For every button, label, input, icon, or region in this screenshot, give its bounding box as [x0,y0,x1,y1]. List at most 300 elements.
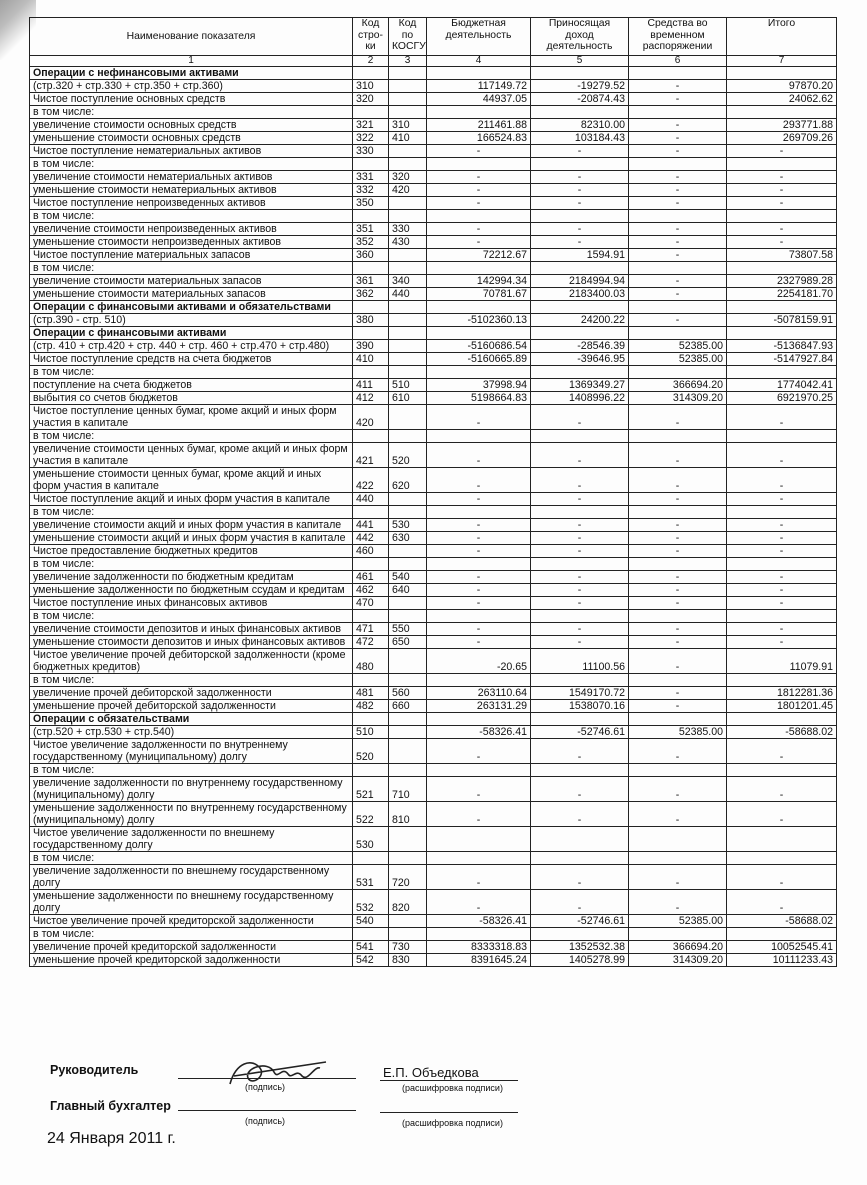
row-temp-value [629,764,727,777]
row-temp-value [629,713,727,726]
row-name: в том числе: [30,852,353,865]
row-kosgu: 410 [389,132,427,145]
row-temp-value: - [629,132,727,145]
row-temp-value [629,928,727,941]
row-income-value: - [531,532,629,545]
chief-sign-caption: (подпись) [245,1116,286,1126]
row-kosgu [389,852,427,865]
row-name: в том числе: [30,366,353,379]
row-income-value: - [531,223,629,236]
row-kosgu: 720 [389,865,427,890]
row-budget-value: - [427,890,531,915]
row-kosgu [389,764,427,777]
table-row [30,649,837,674]
row-code: 521 [353,777,389,802]
row-code: 350 [353,197,389,210]
row-name: в том числе: [30,506,353,519]
row-budget-value: 8333318.83 [427,941,531,954]
row-income-value: - [531,739,629,764]
row-income-value [531,301,629,314]
table-row [30,288,837,301]
row-total-value: - [727,468,837,493]
row-budget-value [427,106,531,119]
row-kosgu [389,558,427,571]
row-budget-value [427,852,531,865]
row-budget-value [427,928,531,941]
row-budget-value [427,327,531,340]
row-total-value: - [727,493,837,506]
column-number: 7 [727,56,837,67]
header-code-kosgu: Код по КОСГУ [389,18,427,56]
row-code: 322 [353,132,389,145]
table-row [30,726,837,739]
row-kosgu: 830 [389,954,427,967]
row-total-value: 73807.58 [727,249,837,262]
row-kosgu [389,739,427,764]
row-budget-value: - [427,777,531,802]
report-table [29,17,837,967]
row-income-value: - [531,519,629,532]
row-budget-value: - [427,197,531,210]
row-kosgu [389,353,427,366]
row-kosgu [389,915,427,928]
row-name: в том числе: [30,262,353,275]
row-name: Чистое поступление акций и иных форм участия в капитале [30,493,353,506]
table-row [30,558,837,571]
row-temp-value: - [629,93,727,106]
table-row [30,119,837,132]
row-income-value: 103184.43 [531,132,629,145]
row-total-value: - [727,739,837,764]
row-temp-value: 52385.00 [629,340,727,353]
table-row [30,623,837,636]
table-row [30,674,837,687]
row-income-value: 2183400.03 [531,288,629,301]
row-total-value: 2254181.70 [727,288,837,301]
row-name: увеличение стоимости нематериальных активов [30,171,353,184]
row-income-value: - [531,443,629,468]
row-name: Чистое поступление материальных запасов [30,249,353,262]
table-row [30,353,837,366]
row-total-value [727,262,837,275]
row-income-value: -52746.61 [531,726,629,739]
table-row [30,545,837,558]
row-income-value [531,506,629,519]
row-income-value: - [531,493,629,506]
row-kosgu [389,430,427,443]
row-budget-value: - [427,223,531,236]
table-row [30,802,837,827]
row-kosgu [389,545,427,558]
row-kosgu [389,493,427,506]
row-temp-value [629,262,727,275]
row-budget-value: -58326.41 [427,915,531,928]
row-total-value: - [727,571,837,584]
row-kosgu [389,314,427,327]
row-temp-value: - [629,184,727,197]
row-temp-value: 52385.00 [629,915,727,928]
row-code: 331 [353,171,389,184]
table-row [30,954,837,967]
row-name: Чистое увеличение задолженности по внешнему государственному долгу [30,827,353,852]
row-income-value: -28546.39 [531,340,629,353]
row-income-value: - [531,571,629,584]
row-name: в том числе: [30,928,353,941]
row-income-value: 1538070.16 [531,700,629,713]
row-code: 352 [353,236,389,249]
row-total-value: - [727,584,837,597]
table-header-row [30,18,837,56]
head-decoded-name: Е.П. Объедкова [383,1065,479,1080]
row-budget-value: -5102360.13 [427,314,531,327]
row-total-value [727,610,837,623]
row-total-value [727,430,837,443]
chief-decode-line [380,1112,518,1113]
row-total-value: 1774042.41 [727,379,837,392]
row-name: Чистое поступление ценных бумаг, кроме акций и иных форм участия в капитале [30,405,353,430]
row-total-value: 6921970.25 [727,392,837,405]
row-code [353,158,389,171]
table-row [30,93,837,106]
row-kosgu [389,301,427,314]
row-budget-value: - [427,584,531,597]
row-kosgu [389,158,427,171]
row-income-value [531,928,629,941]
row-temp-value [629,327,727,340]
report-date: 24 Января 2011 г. [47,1130,176,1147]
row-code [353,852,389,865]
row-temp-value: - [629,288,727,301]
row-temp-value: - [629,545,727,558]
row-temp-value: - [629,80,727,93]
row-name: увеличение стоимости акций и иных форм участия в капитале [30,519,353,532]
row-total-value: -5078159.91 [727,314,837,327]
row-budget-value: - [427,545,531,558]
row-kosgu [389,106,427,119]
table-row [30,610,837,623]
row-temp-value: - [629,275,727,288]
row-income-value: - [531,865,629,890]
row-code [353,558,389,571]
row-total-value: - [727,519,837,532]
table-row [30,928,837,941]
row-name: уменьшение стоимости ценных бумаг, кроме акций и иных форм участия в капитале [30,468,353,493]
row-temp-value [629,506,727,519]
row-kosgu [389,597,427,610]
row-name: увеличение стоимости ценных бумаг, кроме акций и иных форм участия в капитале [30,443,353,468]
table-row [30,405,837,430]
column-number: 1 [30,56,353,67]
row-temp-value: - [629,777,727,802]
row-total-value: 1812281.36 [727,687,837,700]
row-budget-value: -58326.41 [427,726,531,739]
table-row [30,327,837,340]
row-income-value: - [531,802,629,827]
row-name: Операции с финансовыми активами и обязательствами [30,301,353,314]
row-income-value [531,327,629,340]
row-temp-value: - [629,890,727,915]
column-number: 4 [427,56,531,67]
row-name: Чистое поступление непроизведенных активов [30,197,353,210]
row-total-value: - [727,545,837,558]
header-name: Наименование показателя [30,18,353,56]
head-decode-caption: (расшифровка подписи) [402,1083,503,1093]
row-code: 520 [353,739,389,764]
table-row [30,262,837,275]
row-kosgu [389,80,427,93]
row-total-value: - [727,532,837,545]
row-income-value: -20874.43 [531,93,629,106]
row-name: поступление на счета бюджетов [30,379,353,392]
row-code: 320 [353,93,389,106]
row-kosgu [389,610,427,623]
row-budget-value: - [427,405,531,430]
row-kosgu: 730 [389,941,427,954]
row-temp-value: 314309.20 [629,392,727,405]
row-code: 351 [353,223,389,236]
row-kosgu: 620 [389,468,427,493]
row-budget-value: 166524.83 [427,132,531,145]
row-income-value: - [531,623,629,636]
row-code: 360 [353,249,389,262]
row-code [353,764,389,777]
table-row [30,584,837,597]
row-income-value [531,158,629,171]
row-temp-value: - [629,865,727,890]
row-total-value: - [727,597,837,610]
row-temp-value: - [629,493,727,506]
row-budget-value [427,301,531,314]
table-row [30,340,837,353]
row-income-value: - [531,145,629,158]
row-temp-value: - [629,584,727,597]
row-code [353,430,389,443]
row-temp-value: - [629,223,727,236]
row-income-value [531,67,629,80]
row-total-value: - [727,171,837,184]
row-total-value: - [727,236,837,249]
row-budget-value [427,827,531,852]
row-temp-value: - [629,649,727,674]
table-row [30,314,837,327]
row-name: (стр.390 - стр. 510) [30,314,353,327]
row-budget-value [427,262,531,275]
row-temp-value: 52385.00 [629,353,727,366]
row-kosgu: 430 [389,236,427,249]
row-income-value: -19279.52 [531,80,629,93]
row-temp-value [629,366,727,379]
row-total-value [727,928,837,941]
row-income-value [531,558,629,571]
row-budget-value: 142994.34 [427,275,531,288]
row-total-value: -5147927.84 [727,353,837,366]
row-code: 410 [353,353,389,366]
row-income-value: - [531,584,629,597]
row-income-value: 1369349.27 [531,379,629,392]
row-total-value: - [727,443,837,468]
row-budget-value [427,674,531,687]
row-code [353,210,389,223]
row-income-value [531,106,629,119]
row-budget-value: -20.65 [427,649,531,674]
row-income-value: 11100.56 [531,649,629,674]
row-budget-value [427,210,531,223]
row-name: Чистое поступление основных средств [30,93,353,106]
row-kosgu [389,197,427,210]
row-name: увеличение задолженности по внешнему государственному долгу [30,865,353,890]
row-name: увеличение задолженности по внутреннему государственному (муниципальному) долгу [30,777,353,802]
row-total-value: -5136847.93 [727,340,837,353]
row-kosgu: 320 [389,171,427,184]
row-temp-value: 314309.20 [629,954,727,967]
row-income-value: - [531,197,629,210]
table-row [30,132,837,145]
row-temp-value [629,827,727,852]
row-temp-value: - [629,687,727,700]
row-temp-value: - [629,571,727,584]
row-code: 421 [353,443,389,468]
row-kosgu: 340 [389,275,427,288]
row-name: в том числе: [30,674,353,687]
row-name: уменьшение стоимости акций и иных форм участия в капитале [30,532,353,545]
row-total-value [727,713,837,726]
table-row [30,764,837,777]
row-name: Чистое увеличение задолженности по внутреннему государственному (муниципальному) долгу [30,739,353,764]
row-code: 362 [353,288,389,301]
header-code-row: Код стро- ки [353,18,389,56]
row-total-value: - [727,865,837,890]
row-name: уменьшение стоимости непроизведенных активов [30,236,353,249]
row-temp-value: - [629,802,727,827]
table-row [30,430,837,443]
row-budget-value: 211461.88 [427,119,531,132]
row-total-value: 2327989.28 [727,275,837,288]
row-code [353,674,389,687]
row-total-value [727,106,837,119]
row-temp-value: - [629,314,727,327]
row-name: (стр.320 + стр.330 + стр.350 + стр.360) [30,80,353,93]
row-budget-value [427,764,531,777]
row-code: 482 [353,700,389,713]
row-income-value: - [531,545,629,558]
table-row [30,275,837,288]
row-temp-value [629,210,727,223]
row-temp-value [629,610,727,623]
row-total-value: - [727,623,837,636]
row-total-value: - [727,145,837,158]
row-budget-value: -5160665.89 [427,353,531,366]
row-budget-value: - [427,493,531,506]
row-budget-value [427,158,531,171]
table-row [30,519,837,532]
row-total-value [727,210,837,223]
row-name: в том числе: [30,558,353,571]
row-total-value: 269709.26 [727,132,837,145]
row-total-value [727,301,837,314]
row-total-value: - [727,184,837,197]
table-row [30,739,837,764]
row-budget-value: 117149.72 [427,80,531,93]
row-kosgu [389,649,427,674]
row-code: 330 [353,145,389,158]
row-name: уменьшение прочей дебиторской задолженности [30,700,353,713]
row-temp-value: - [629,145,727,158]
row-kosgu [389,262,427,275]
row-kosgu [389,210,427,223]
row-budget-value: 70781.67 [427,288,531,301]
row-temp-value: - [629,443,727,468]
row-income-value: - [531,597,629,610]
row-temp-value: 366694.20 [629,379,727,392]
row-kosgu: 530 [389,519,427,532]
row-name: уменьшение задолженности по бюджетным ссудам и кредитам [30,584,353,597]
row-budget-value: 263110.64 [427,687,531,700]
row-income-value: -52746.61 [531,915,629,928]
table-row [30,223,837,236]
row-income-value [531,852,629,865]
column-number: 3 [389,56,427,67]
row-total-value [727,67,837,80]
row-kosgu: 820 [389,890,427,915]
row-budget-value: 5198664.83 [427,392,531,405]
column-number: 5 [531,56,629,67]
row-total-value: - [727,777,837,802]
row-total-value: - [727,890,837,915]
row-name: в том числе: [30,430,353,443]
row-name: Операции с обязательствами [30,713,353,726]
row-kosgu: 610 [389,392,427,405]
row-income-value [531,210,629,223]
row-budget-value: 8391645.24 [427,954,531,967]
row-code: 522 [353,802,389,827]
row-code: 530 [353,827,389,852]
row-name: Операции с финансовыми активами [30,327,353,340]
row-name: увеличение прочей кредиторской задолженности [30,941,353,954]
table-row [30,506,837,519]
table-row [30,915,837,928]
row-name: Чистое увеличение прочей дебиторской задолженности (кроме бюджетных кредитов) [30,649,353,674]
row-budget-value: 37998.94 [427,379,531,392]
row-kosgu [389,506,427,519]
table-row [30,493,837,506]
table-row [30,301,837,314]
header-temp: Средства во временном распоряжении [629,18,727,56]
row-kosgu: 660 [389,700,427,713]
row-income-value: 24200.22 [531,314,629,327]
row-name: в том числе: [30,764,353,777]
row-total-value [727,506,837,519]
row-code: 310 [353,80,389,93]
row-temp-value: - [629,468,727,493]
row-name: увеличение задолженности по бюджетным кредитам [30,571,353,584]
table-row [30,443,837,468]
row-budget-value: - [427,532,531,545]
row-kosgu [389,366,427,379]
row-name: Чистое предоставление бюджетных кредитов [30,545,353,558]
row-temp-value: - [629,700,727,713]
table-body [30,67,837,967]
row-budget-value: - [427,468,531,493]
row-income-value: - [531,184,629,197]
row-total-value: 10052545.41 [727,941,837,954]
row-temp-value: - [629,532,727,545]
table-row [30,597,837,610]
head-label: Руководитель [50,1063,139,1077]
row-code: 440 [353,493,389,506]
row-code: 361 [353,275,389,288]
row-income-value: 82310.00 [531,119,629,132]
row-kosgu: 560 [389,687,427,700]
